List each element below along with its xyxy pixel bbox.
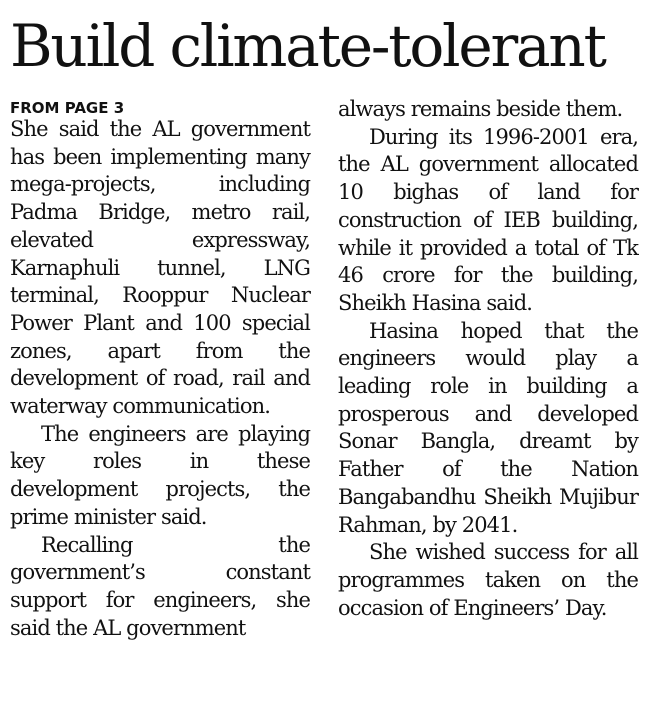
headline: Build climate-tolerant	[10, 12, 605, 80]
article-paragraph: She wished success for all programmes taken on the occasion of Engineers’ Day.	[338, 540, 638, 620]
article-paragraph: She said the AL government has been implementing many mega-projects, including Padma Bridge, metro rail, elevated expressway, Karnaphuli tunnel, LNG terminal, Rooppur Nuclear Power Plant and 100 special zones, apart from the development of road, rail and waterway communication.	[10, 117, 310, 419]
article-paragraph: always remains beside them.	[338, 97, 623, 121]
article-column-left	[10, 96, 310, 642]
article-paragraph: The engineers are playing key roles in these development projects, the prime minister said.	[10, 421, 310, 529]
jump-line: FROM PAGE 3	[10, 99, 125, 117]
article-column-right	[338, 96, 638, 622]
article-paragraph: Hasina hoped that the engineers would play a leading role in building a prosperous and developed Sonar Bangla, dreamt by Father of the Nation Bangabandhu Sheikh Mujibur Rahman, by 2041.	[338, 318, 638, 537]
article-paragraph: During its 1996-2001 era, the AL government allocated 10 bighas of land for construction of IEB building, while it provided a total of Tk 46 crore for the building, Sheikh Hasina said.	[338, 124, 638, 315]
article-paragraph: Recalling the government’s constant support for engineers, she said the AL government	[10, 532, 310, 640]
